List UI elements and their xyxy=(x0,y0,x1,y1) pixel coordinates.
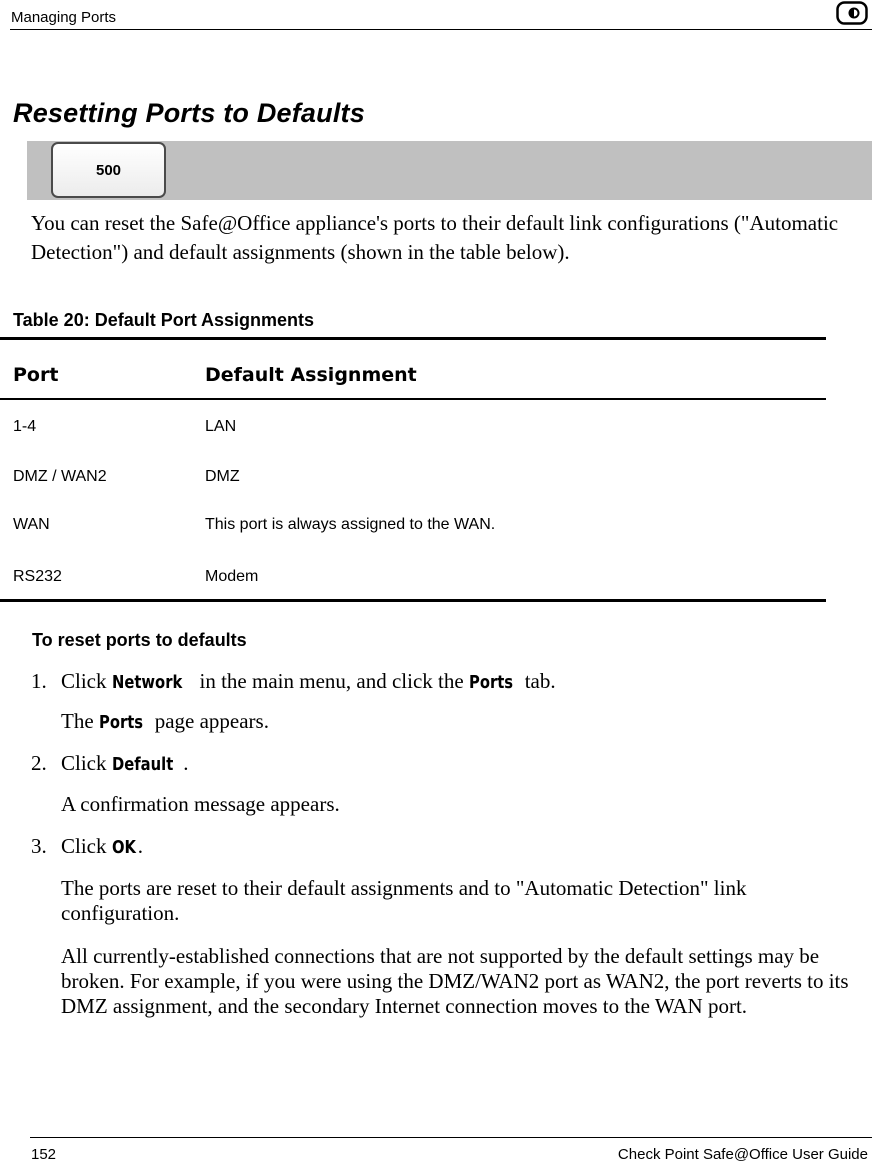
procedure-title: To reset ports to defaults xyxy=(32,630,247,650)
check-point-logo-icon xyxy=(836,1,868,25)
table-top-rule xyxy=(0,337,826,340)
table-cell-assignment: This port is always assigned to the WAN. xyxy=(205,516,496,533)
running-header: Managing Ports xyxy=(11,9,117,26)
intro-paragraph: You can reset the Safe@Office appliance's ports to their default link configurations ("Automatic Detection") and default assignments (shown in the table below). xyxy=(31,211,839,264)
header-rule xyxy=(10,29,872,30)
step-3-text: Click OK. xyxy=(61,834,144,858)
footer-rule xyxy=(30,1137,872,1138)
table-header-rule xyxy=(0,398,826,400)
step-1-result: The Ports page appears. xyxy=(61,709,269,733)
table-cell-assignment: DMZ xyxy=(205,468,240,485)
model-badge: 500 xyxy=(51,142,166,198)
step-3-result: The ports are reset to their default assignments and to "Automatic Detection" link configuration. xyxy=(61,876,747,925)
ui-term: Network xyxy=(111,672,183,693)
step-number: 2. xyxy=(31,751,47,775)
step-3-note: All currently-established connections that are not supported by the default settings may be broken. For example, if you were using the DMZ/WAN2 port as WAN2, the port reverts to its DMZ assignment, and the secondary Internet connection moves to the WAN port. xyxy=(61,944,849,1018)
page-title: Resetting Ports to Defaults xyxy=(13,98,365,128)
table-header-assignment: Default Assignment xyxy=(205,364,417,386)
ui-term: Ports xyxy=(98,712,143,733)
table-header-port: Port xyxy=(13,364,59,386)
step-number: 3. xyxy=(31,834,47,858)
table-cell-port: RS232 xyxy=(13,568,62,585)
page-number: 152 xyxy=(31,1146,57,1163)
table-bottom-rule xyxy=(0,599,826,602)
ui-term: OK xyxy=(111,837,136,858)
guide-title: Check Point Safe@Office User Guide xyxy=(617,1146,868,1163)
table-cell-port: DMZ / WAN2 xyxy=(13,468,107,485)
step-1-text: Click Network in the main menu, and click the Ports tab. xyxy=(61,669,556,693)
step-2-result: A confirmation message appears. xyxy=(61,792,340,816)
ui-term: Ports xyxy=(468,672,514,693)
table-cell-assignment: Modem xyxy=(205,568,259,585)
table-cell-port: WAN xyxy=(13,516,50,533)
ui-term: Default xyxy=(111,754,174,775)
table-caption: Table 20: Default Port Assignments xyxy=(13,310,315,330)
table-cell-assignment: LAN xyxy=(205,418,237,435)
step-2-text: Click Default . xyxy=(61,751,189,775)
step-number: 1. xyxy=(31,669,47,693)
table-cell-port: 1-4 xyxy=(13,418,37,435)
